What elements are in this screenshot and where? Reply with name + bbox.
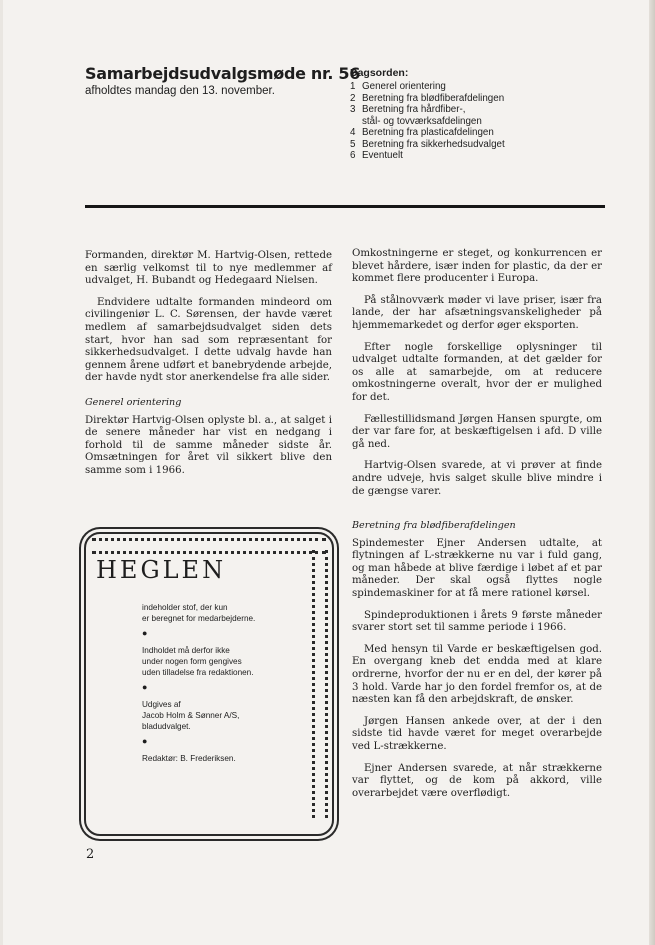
bullet: ● <box>142 736 148 746</box>
agenda-item-number: 1 <box>350 81 356 92</box>
agenda-item <box>350 81 610 93</box>
heglen-title: HEGLEN <box>96 556 227 584</box>
agenda-item <box>350 104 610 127</box>
paragraph: På stålnovværk møder vi lave priser, især fra lande, der har afsætningsvanskeligheder på hjemmemarkedet og derfor øger eksporten. <box>352 294 602 331</box>
page-number: 2 <box>86 847 95 862</box>
header <box>85 64 361 97</box>
paragraph: Spindeproduktionen i årets 9 første måneder svarer stort set til samme periode i 1966. <box>352 609 602 634</box>
agenda-item <box>350 93 610 105</box>
agenda-item-text: Beretning fra blødfiberafdelingen <box>362 92 505 104</box>
page-edge-left <box>0 0 3 945</box>
heglen-text: indeholder stof, der kun er beregnet for medarbejderne. <box>142 603 256 623</box>
agenda-item-number: 6 <box>350 150 356 161</box>
rope-border-right <box>312 550 328 818</box>
agenda-item-number: 2 <box>350 92 356 104</box>
paragraph: Jørgen Hansen ankede over, at der i den sidste tid havde været for meget overarbejde ved L-strækkerne. <box>352 715 602 752</box>
agenda-item <box>350 150 610 162</box>
paragraph: Med hensyn til Varde er beskæftigelsen god. En overgang kneb det endda med at klare ordrerne, hvorfor der nu er en del, der kører på 3 hold. Varde har jo den fordel fremfor os, at de næsten kan få den arbejdskraft, de ønsker. <box>352 643 602 706</box>
agenda-item-text: Beretning fra sikkerhedsudvalget <box>362 138 505 150</box>
agenda-item <box>350 127 610 139</box>
paragraph: Efter nogle forskellige oplysninger til udvalget udtalte formanden, at det gælder for os alle at samarbejde, om at reducere omkostningerne overalt, hvor der er mulighed for det. <box>352 341 602 403</box>
agenda <box>350 67 610 162</box>
bullet: ● <box>142 628 148 638</box>
heglen-text: Redaktør: B. Frederiksen. <box>142 754 236 763</box>
heglen-text: Udgives af Jacob Holm & Sønner A/S, bladudvalget. <box>142 700 240 731</box>
paragraph: Fællestillidsmand Jørgen Hansen spurgte, om der var fare for, at beskæftigelsen i afd. D ville gå ned. <box>352 413 602 450</box>
agenda-item-number: 4 <box>350 127 356 138</box>
agenda-title: Dagsorden: <box>350 67 409 79</box>
paragraph: Formanden, direktør M. Hartvig-Olsen, rettede en særlig velkomst til to nye medlemmer af udvalget, H. Bubandt og Hedegaard Nielsen. <box>85 250 332 287</box>
heglen-text: Indholdet må derfor ikke under nogen form gengives uden tilladelse fra redaktionen. <box>142 646 254 677</box>
right-column <box>352 248 602 809</box>
paragraph: Endvidere udtalte formanden mindeord om civilingeniør L. C. Sørensen, der havde været medlem af samarbejdsudvalget siden dets start, hvor han sad som repræsentant for sikkerhedsudvalget. I dette udvalg havde han gennem årene udført et banebrydende arbejde, der havde nydt stor anerkendelse fra alle sider. <box>85 296 332 384</box>
agenda-item-text: Beretning fra plasticafdelingen <box>362 127 494 138</box>
paragraph: Omkostningerne er steget, og konkurrencen er blevet hårdere, især inden for plastic, da der er kommet flere producenter i Europa. <box>352 248 602 285</box>
heglen-body <box>142 602 312 764</box>
page-subtitle: afholdtes mandag den 13. november. <box>85 85 275 97</box>
heglen-info-box <box>84 532 334 836</box>
agenda-item-number: 3 <box>350 104 356 115</box>
header-divider <box>85 205 605 208</box>
agenda-item-number: 5 <box>350 138 356 150</box>
rope-border-top <box>92 538 326 554</box>
section-heading: Beretning fra blødfiberafdelingen <box>352 520 516 532</box>
paragraph: Ejner Andersen svarede, at når strækkerne var flyttet, og de kom på akkord, ville overarbejdet være overflødigt. <box>352 762 602 799</box>
bullet: ● <box>142 682 148 692</box>
paragraph: Spindemester Ejner Andersen udtalte, at flytningen af L-strækkerne nu var i fuld gang, og man håbede at blive færdige i løbet af et par måneder. Der skal også flyttes nogle spindemaskiner for at få mere rationel kørsel. <box>352 537 602 600</box>
paragraph: Direktør Hartvig-Olsen oplyste bl. a., at salget i de senere måneder har vist en nedgang i forhold til de samme måneder sidste år. Omsætningen for året vil sikkert blive den samme som i 1966. <box>85 414 332 476</box>
agenda-item <box>350 139 610 151</box>
left-column <box>85 250 332 487</box>
paragraph: Hartvig-Olsen svarede, at vi prøver at finde andre udveje, hvis salget skulle blive mindre i de gængse varer. <box>352 460 602 497</box>
page-title: Samarbejdsudvalgsmøde nr. 56 <box>85 64 361 83</box>
agenda-item-text: Eventuelt <box>362 150 403 161</box>
agenda-item-text: Generel orientering <box>362 81 446 92</box>
agenda-item-text: Beretning fra hårdfiber-, stål- og tovværksafdelingen <box>362 104 482 127</box>
section-heading: Generel orientering <box>85 396 182 408</box>
page-edge-right <box>649 0 655 945</box>
